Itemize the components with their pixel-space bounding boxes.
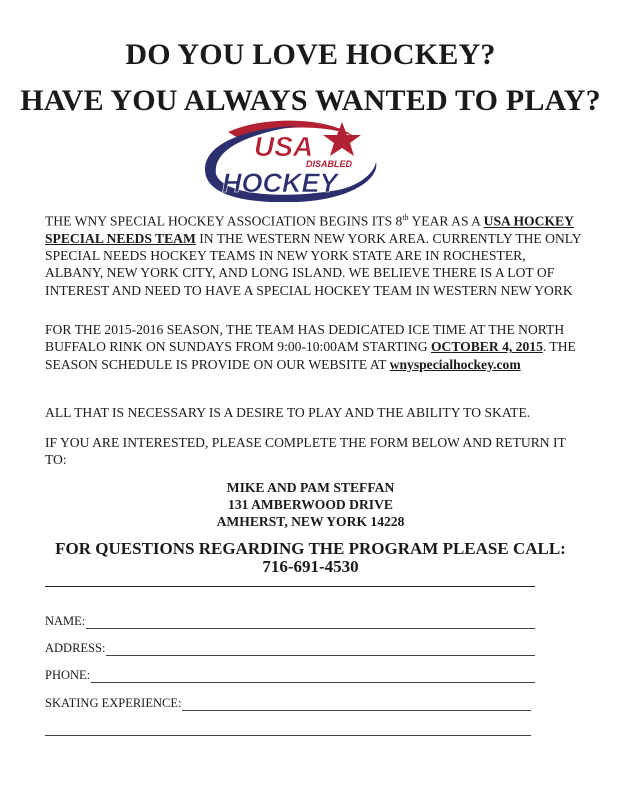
website-link[interactable]: wnyspecialhockey.com <box>389 356 521 372</box>
address-field[interactable] <box>45 641 535 656</box>
intro-text-b: YEAR AS A <box>408 213 484 229</box>
extra-blank-line[interactable] <box>45 735 531 736</box>
ordinal-suffix: th <box>402 213 409 222</box>
address-city: AMHERST, NEW YORK 14228 <box>216 514 405 529</box>
name-blank-line[interactable] <box>86 617 535 629</box>
name-field[interactable] <box>45 614 535 629</box>
usa-disabled-hockey-logo <box>198 118 380 202</box>
return-instructions-paragraph: IF YOU ARE INTERESTED, PLEASE COMPLETE THE FORM BELOW AND RETURN IT TO: <box>45 435 566 468</box>
contact-phone: 716-691-4530 <box>262 557 359 576</box>
start-date: OCTOBER 4, 2015 <box>430 339 543 355</box>
skating-experience-field[interactable] <box>45 696 531 711</box>
intro-paragraph <box>45 209 585 299</box>
intro-text-a: THE WNY SPECIAL HOCKEY ASSOCIATION BEGINS ITS 8 <box>45 213 403 229</box>
requirements-paragraph: ALL THAT IS NECESSARY IS A DESIRE TO PLAY AND THE ABILITY TO SKATE. <box>45 405 531 420</box>
headline-line-2: HAVE YOU ALWAYS WANTED TO PLAY? <box>20 84 601 117</box>
divider <box>45 586 535 587</box>
season-text-a: FOR THE 2015-2016 SEASON, THE TEAM HAS DEDICATED ICE TIME AT THE NORTH BUFFALO RINK ON SUNDAYS FROM 9:00-10:00AM STARTING <box>45 322 565 355</box>
headline-line-1: DO YOU LOVE HOCKEY? <box>125 38 496 71</box>
phone-field[interactable] <box>45 668 535 683</box>
phone-label: PHONE: <box>45 668 91 682</box>
phone-blank-line[interactable] <box>91 671 535 683</box>
logo-usa-text: USA <box>254 131 314 162</box>
skating-experience-blank-line[interactable] <box>182 699 531 711</box>
questions-heading: FOR QUESTIONS REGARDING THE PROGRAM PLEASE CALL: <box>55 539 566 558</box>
name-label: NAME: <box>45 614 86 628</box>
skating-experience-label: SKATING EXPERIENCE: <box>45 696 182 710</box>
address-name: MIKE AND PAM STEFFAN <box>226 480 395 495</box>
season-paragraph <box>45 321 585 373</box>
address-street: 131 AMBERWOOD DRIVE <box>228 497 393 512</box>
season-text-b: . THE SEASON SCHEDULE IS PROVIDE ON OUR WEBSITE AT <box>45 339 576 372</box>
address-label: ADDRESS: <box>45 641 106 655</box>
mailing-address <box>0 479 621 530</box>
intro-text-c: IN THE WESTERN NEW YORK AREA. CURRENTLY THE ONLY SPECIAL NEEDS HOCKEY TEAMS IN NEW YORK STATE ARE IN ROCHESTER, ALBANY, NEW YORK CITY, AND LONG ISLAND. WE BELIEVE THERE IS A LOT OF INTEREST AND NEED TO HAVE A SPECIAL HOCKEY TEAM IN WESTERN NEW YORK <box>45 230 582 298</box>
address-blank-line[interactable] <box>106 644 535 656</box>
logo-hockey-text: HOCKEY <box>222 168 338 198</box>
logo-disabled-text: DISABLED <box>306 159 353 169</box>
usa-hockey-special-needs-team: USA HOCKEY SPECIAL NEEDS TEAM <box>45 213 574 246</box>
